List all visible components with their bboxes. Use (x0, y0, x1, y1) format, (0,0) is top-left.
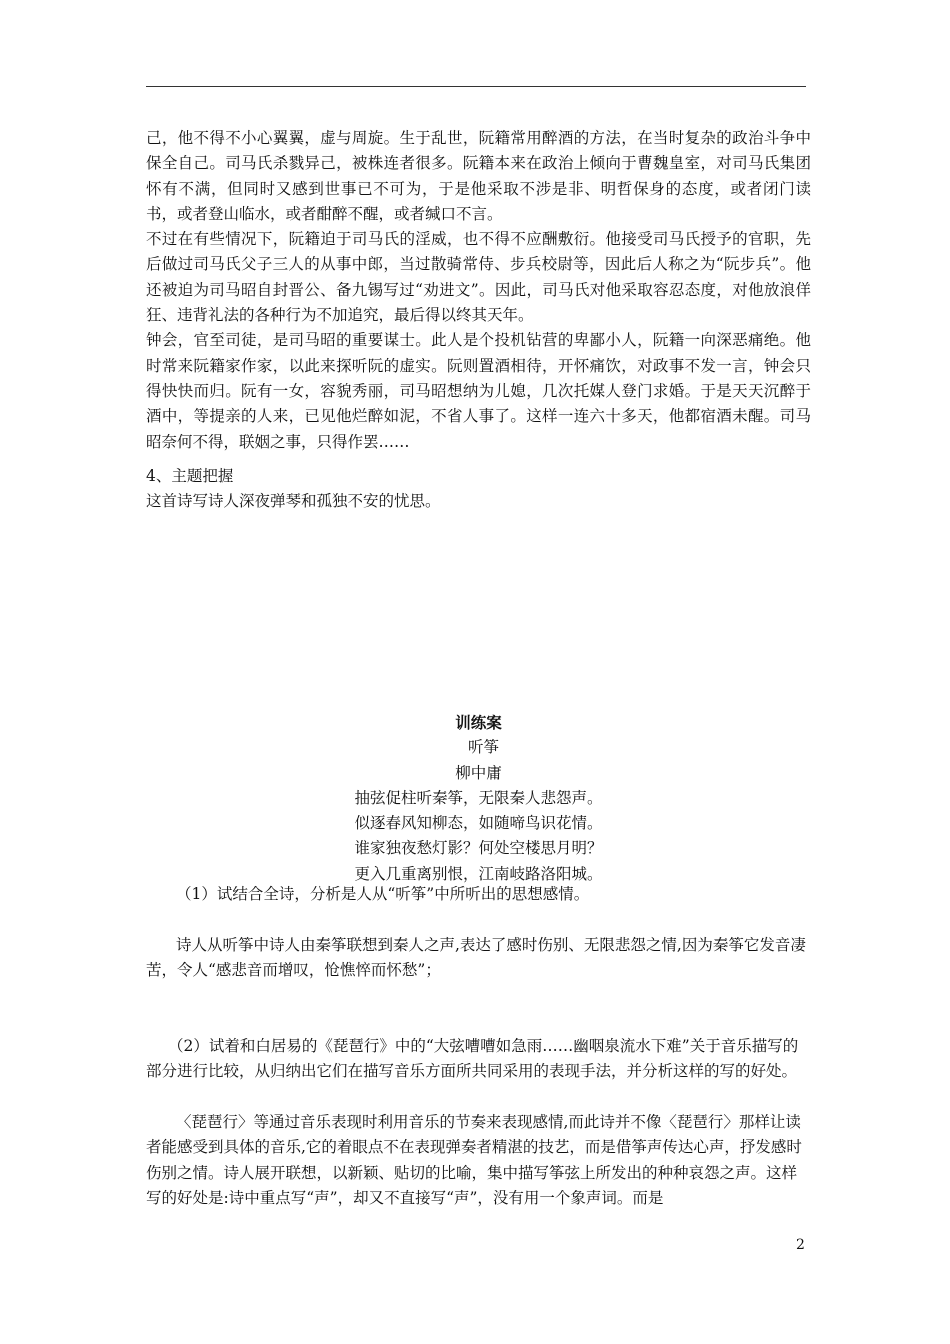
poem-title: 听筝 (467, 738, 499, 757)
poem-line-4: 更入几重离别恨，江南岐路洛阳城。 (354, 864, 603, 883)
theme-heading: 4、主题把握 (146, 467, 234, 485)
intro-section (146, 126, 811, 455)
intro-paragraph-3: 钟会，官至司徒，是司马昭的重要谋士。此人是个投机钻营的卑鄙小人，阮籍一向深恶痛绝。他时常来阮籍家作家，以此来探听阮的虚实。阮则置酒相待，开怀痛饮，对政事不发一言，钟会只得快快而归。阮有一女，容貌秀丽，司马昭想纳为儿媳，几次托媒人登门求婚。于是天天沉醉于酒中，等提亲的人来，已见他烂醉如泥，不省人事了。这样一连六十多天，他都宿酒未醒。司马昭奈何不得，联姻之事，只得作罢…… (146, 331, 811, 451)
poem-line-1: 抽弦促柱听秦筝，无限秦人悲怨声。 (354, 788, 603, 807)
exercise-section (146, 710, 811, 887)
intro-paragraph-1: 己，他不得不小心翼翼，虚与周旋。生于乱世，阮籍常用醉酒的方法，在当时复杂的政治斗争中保全自己。司马氏杀戮异己，被株连者很多。阮籍本来在政治上倾向于曹魏皇室，对司马氏集团怀有不满，但同时又感到世事已不可为，于是他采取不涉是非、明哲保身的态度，或者闭门读书，或者登山临水，或者酣醉不醒，或者缄口不言。 (146, 129, 811, 223)
page-number: 2 (796, 1237, 805, 1253)
poem-line-3: 谁家独夜愁灯影？何处空楼思月明？ (354, 839, 603, 858)
intro-paragraph-2: 不过在有些情况下，阮籍迫于司马氏的淫威，也不得不应酬敷衍。他接受司马氏授予的官职，先后做过司马氏父子三人的从事中郎，当过散骑常侍、步兵校尉等，因此后人称之为“阮步兵”。他还被迫为司马昭自封晋公、备九锡写过“劝进文”。因此，司马氏对他采取容忍态度，对他放浪佯狂、违背礼法的各种行为不加追究，最后得以终其天年。 (146, 230, 811, 325)
theme-section (146, 464, 811, 515)
theme-text: 这首诗写诗人深夜弹琴和孤独不安的忧思。 (146, 492, 441, 511)
question-2: （2）试着和白居易的《琵琶行》中的“大弦嘈嘈如急雨……幽咽泉流水下难”关于音乐描写的部分进行比较，从归纳出它们在描写音乐方面所共同采用的表现手法，并分析这样的写的好处。 (146, 1037, 799, 1081)
exercise-title: 训练案 (455, 713, 502, 732)
header-rule (146, 86, 806, 87)
answer-2: 〈琵琶行〉等通过音乐表现时利用音乐的节奏来表现感情,而此诗并不像〈琵琶行〉那样让读者能感受到具体的音乐,它的着眼点不在表现弹奏者精湛的技艺，而是借筝声传达心声，抒发感时伤别之情。诗人展开联想，以新颖、贴切的比喻，集中描写筝弦上所发出的种种哀怨之声。这样写的好处是:诗中重点写“声”，却又不直接写“声”，没有用一个象声词。而是 (146, 1113, 802, 1207)
poem-line-2: 似逐春风知柳态，如随啼鸟识花情。 (354, 814, 603, 833)
poem-author: 柳中庸 (455, 763, 502, 782)
answer-1: 诗人从听筝中诗人由秦筝联想到秦人之声,表达了感时伤别、无限悲怨之情,因为秦筝它发音凄苦，令人“感悲音而增叹，怆憔悴而怀愁”； (146, 936, 806, 980)
question-1: （1）试结合全诗，分析是人从“听筝”中所听出的思想感情。 (176, 885, 590, 903)
